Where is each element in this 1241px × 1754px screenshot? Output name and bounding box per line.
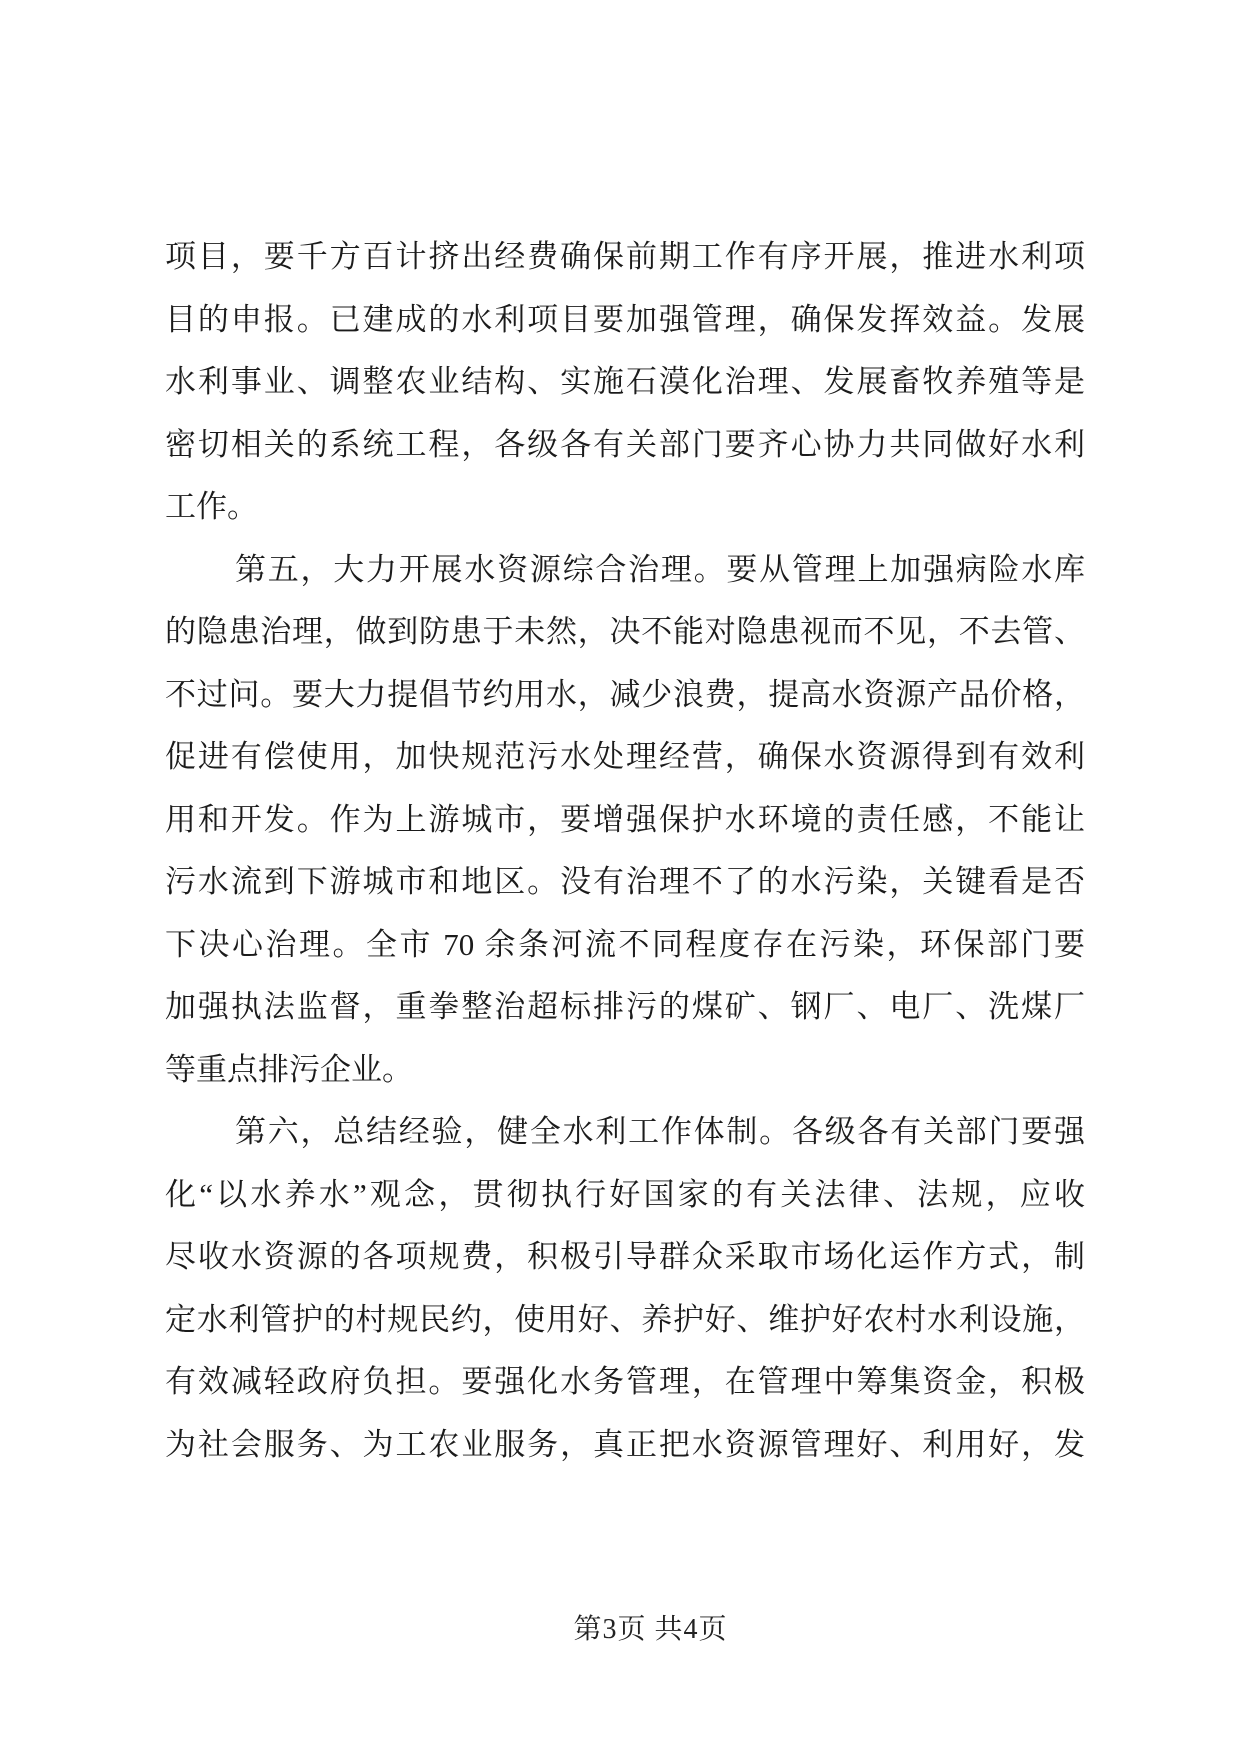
text-line: 促进有偿使用，加快规范污水处理经营，确保水资源得到有效利 [165,739,1085,774]
text-line: 工作。 [165,489,258,524]
text-line: 定水利管护的村规民约，使用好、养护好、维护好农村水利设施， [165,1301,1085,1337]
text-line: 的隐患治理，做到防患于未然，决不能对隐患视而不见，不去管、 [165,614,1085,649]
text-line: 为社会服务、为工农业服务，真正把水资源管理好、利用好，发 [165,1426,1085,1462]
text-line: 密切相关的系统工程，各级各有关部门要齐心协力共同做好水利 [165,426,1085,462]
page-number: 第3页 共4页 [573,1614,728,1645]
page-footer [30,1608,1241,1652]
text-line: 加强执法监督，重拳整治超标排污的煤矿、钢厂、电厂、洗煤厂 [165,989,1085,1024]
text-line: 目的申报。已建成的水利项目要加强管理，确保发挥效益。发展 [165,301,1085,337]
text-line: 项目，要千方百计挤出经费确保前期工作有序开展，推进水利项 [165,239,1085,274]
text-line: 污水流到下游城市和地区。没有治理不了的水污染，关键看是否 [165,864,1085,899]
text-line: 第六，总结经验，健全水利工作体制。各级各有关部门要强 [235,1114,1085,1149]
document-body [165,226,1085,1476]
text-line: 尽收水资源的各项规费，积极引导群众采取市场化运作方式，制 [165,1239,1085,1274]
text-line: 下决心治理。全市 70 余条河流不同程度存在污染，环保部门要 [165,926,1085,962]
text-line: 化“以水养水”观念，贯彻执行好国家的有关法律、法规，应收 [165,1176,1085,1212]
text-line: 用和开发。作为上游城市，要增强保护水环境的责任感，不能让 [165,801,1085,837]
text-line: 水利事业、调整农业结构、实施石漠化治理、发展畜牧养殖等是 [165,364,1085,399]
text-line: 有效减轻政府负担。要强化水务管理，在管理中筹集资金，积极 [165,1364,1085,1399]
text-line: 不过问。要大力提倡节约用水，减少浪费，提高水资源产品价格， [165,676,1085,712]
text-line: 等重点排污企业。 [165,1051,413,1087]
text-line: 第五，大力开展水资源综合治理。要从管理上加强病险水库 [235,551,1085,587]
